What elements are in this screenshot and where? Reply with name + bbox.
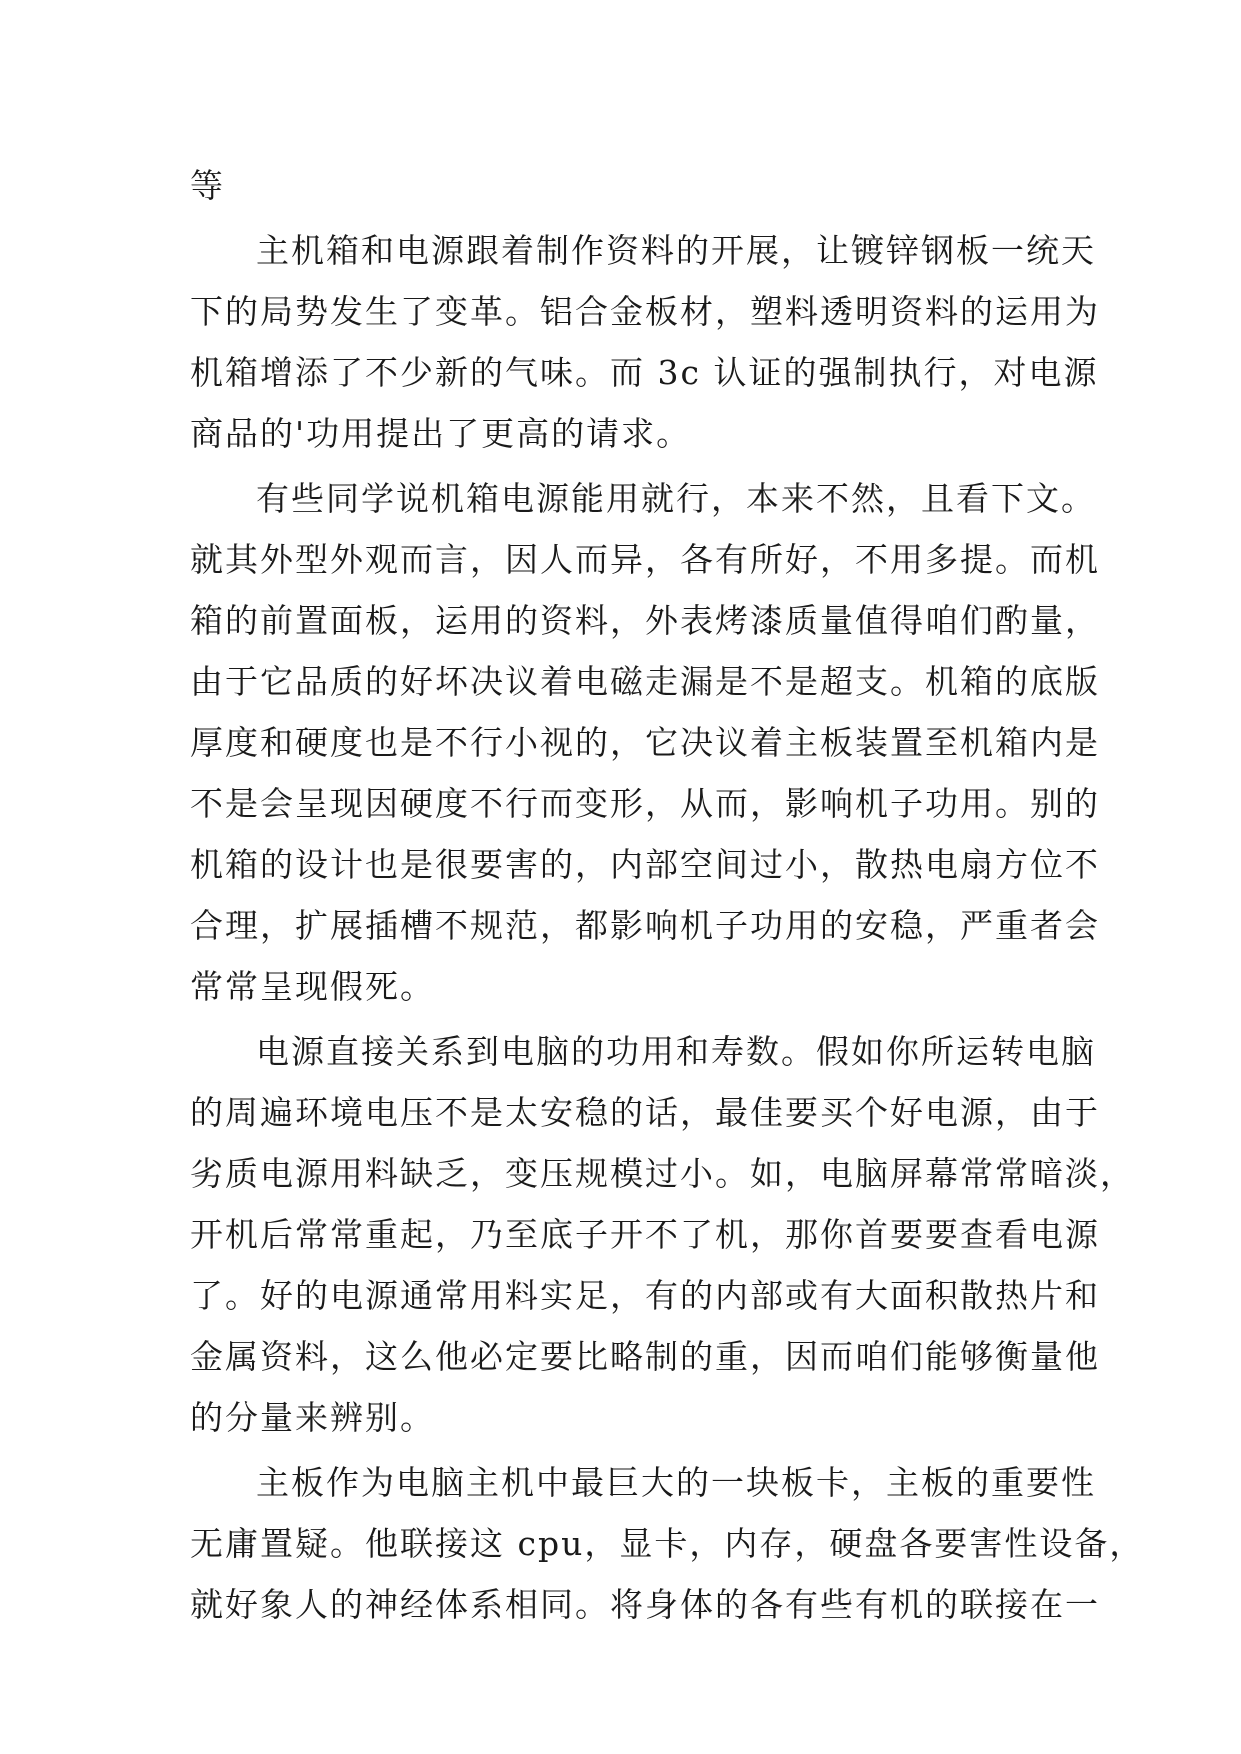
text-line: 有些同学说机箱电源能用就行，本来不然，且看下文。 — [256, 479, 1096, 518]
text-line: 常常呈现假死。 — [190, 967, 435, 1006]
text-line: 就其外型外观而言，因人而异，各有所好，不用多提。而机 — [190, 540, 1100, 579]
text-line: 金属资料，这么他必定要比略制的重，因而咱们能够衡量他 — [190, 1337, 1100, 1376]
body-text — [190, 155, 1145, 1635]
text-line: 合理，扩展插槽不规范，都影响机子功用的安稳，严重者会 — [190, 906, 1100, 945]
text-line: 的周遍环境电压不是太安稳的话，最佳要买个好电源，由于 — [190, 1093, 1100, 1132]
text-line: 机箱增添了不少新的气味。而 3c 认证的强制执行，对电源 — [190, 353, 1099, 392]
text-line: 电源直接关系到电脑的功用和寿数。假如你所运转电脑 — [256, 1032, 1096, 1071]
text-line: 了。好的电源通常用料实足，有的内部或有大面积散热片和 — [190, 1276, 1100, 1315]
text-line: 箱的前置面板，运用的资料，外表烤漆质量值得咱们酌量， — [190, 601, 1100, 640]
text-line: 的分量来辨别。 — [190, 1398, 435, 1437]
text-line: 不是会呈现因硬度不行而变形，从而，影响机子功用。别的 — [190, 784, 1100, 823]
text-line: 机箱的设计也是很要害的，内部空间过小，散热电扇方位不 — [190, 845, 1100, 884]
text-line: 主机箱和电源跟着制作资料的开展，让镀锌钢板一统天 — [256, 231, 1096, 270]
text-line: 就好象人的神经体系相同。将身体的各有些有机的联接在一 — [190, 1585, 1100, 1624]
text-line: 主板作为电脑主机中最巨大的一块板卡，主板的重要性 — [256, 1463, 1096, 1502]
text-line: 劣质电源用料缺乏，变压规模过小。如，电脑屏幕常常暗淡， — [190, 1154, 1135, 1193]
text-line: 下的局势发生了变革。铝合金板材，塑料透明资料的运用为 — [190, 292, 1100, 331]
text-line: 无庸置疑。他联接这 cpu，显卡，内存，硬盘各要害性设备， — [190, 1524, 1145, 1563]
text-line: 由于它品质的好坏决议着电磁走漏是不是超支。机箱的底版 — [190, 662, 1100, 701]
text-line: 等 — [190, 166, 225, 205]
text-line: 厚度和硬度也是不行小视的，它决议着主板装置至机箱内是 — [190, 723, 1100, 762]
text-line: 开机后常常重起，乃至底子开不了机，那你首要要查看电源 — [190, 1215, 1100, 1254]
text-line: 商品的'功用提出了更高的请求。 — [190, 414, 692, 453]
